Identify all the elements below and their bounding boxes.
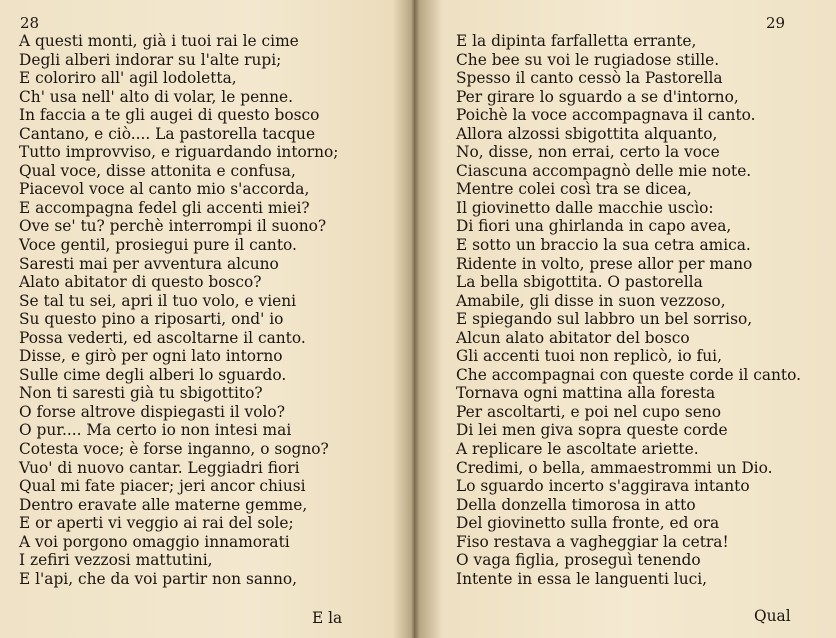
verse-line: E sotto un braccio la sua cetra amica. (456, 236, 751, 255)
verse-line: Fiso restava a vagheggiar la cetra! (456, 532, 729, 551)
verse-line: Gli accenti tuoi non replicò, io fui, (456, 347, 722, 366)
catchword: Qual (754, 607, 791, 625)
verse-line: Se tal tu sei, apri il tuo volo, e vieni (19, 291, 297, 310)
verse-line: Lo sguardo incerto s'aggirava intanto (456, 477, 750, 496)
verse-line: Per ascoltarti, e poi nel cupo seno (456, 402, 722, 421)
catchword: E la (312, 609, 343, 627)
verse-line: Di lei men giva sopra queste corde (456, 421, 728, 440)
verse-line: No, disse, non errai, certo la voce (456, 143, 720, 162)
verse-line: Di fiori una ghirlanda in capo avea, (456, 217, 732, 236)
verse-line: Su questo pino a riposarti, ond' io (19, 310, 284, 329)
verse-line: E accompagna fedel gli accenti miei? (19, 198, 310, 217)
verse-line: Vuo' di nuovo cantar. Leggiadri fiori (19, 458, 300, 477)
verse-line: Intente in essa le languenti luci, (456, 569, 708, 588)
verse-line: Saresti mai per avventura alcuno (19, 254, 279, 273)
verse-line: Non ti saresti già tu sbigottito? (19, 384, 263, 403)
verse-line: Piacevol voce al canto mio s'accorda, (19, 180, 310, 199)
verse-line: Poichè la voce accompagnava il canto. (456, 106, 756, 125)
verse-line: Del giovinetto sulla fronte, ed ora (456, 514, 720, 533)
verse-line: Qual voce, disse attonita e confusa, (19, 161, 296, 180)
verse-line: Cantano, e ciò.... La pastorella tacque (19, 124, 316, 143)
verse-line: Della donzella timorosa in atto (456, 495, 696, 514)
verse-line: Il giovinetto dalle macchie uscìo: (456, 198, 714, 217)
page-number: 28 (20, 14, 40, 32)
verse-line: Possa vederti, ed ascoltarne il canto. (19, 328, 306, 347)
verse-line: O pur.... Ma certo io non intesi mai (19, 421, 292, 440)
verse-line: E la dipinta farfalletta errante, (456, 32, 697, 50)
verse-line: I zefiri vezzosi mattutini, (19, 551, 213, 570)
verse-line: Alato abitator di questo bosco? (19, 273, 262, 292)
verse-line: Ove se' tu? perchè interrompi il suono? (19, 217, 327, 236)
page-number: 29 (766, 14, 786, 32)
verse-line: A voi porgono omaggio innamorati (19, 532, 290, 551)
verse-line: Sulle cime degli alberi lo sguardo. (19, 365, 287, 384)
verse-line: Che accompagnai con queste corde il canto. (456, 365, 802, 384)
verse-line: Ciascuna accompagnò delle mie note. (456, 161, 752, 180)
verse-line: Dentro eravate alle materne gemme, (19, 495, 308, 514)
verse-line: Per girare lo sguardo a se d'intorno, (456, 87, 739, 106)
verse-line: Spesso il canto cessò la Pastorella (456, 69, 723, 88)
verse-line: Disse, e girò per ogni lato intorno (19, 347, 283, 366)
verse-lines (456, 32, 801, 588)
verse-line: Degli alberi indorar su l'alte rupi; (19, 50, 282, 69)
verse-line: Tornava ogni mattina alla foresta (456, 384, 716, 403)
verse-line: Cotesta voce; è forse inganno, o sogno? (19, 440, 329, 459)
verse-lines (19, 32, 339, 588)
verse-line: Che bee su voi le rugiadose stille. (456, 50, 720, 69)
verse-line: Qual mi fate piacer; jeri ancor chiusi (19, 477, 306, 496)
verse-line: Allora alzossi sbigottita alquanto, (456, 124, 718, 143)
verse-line: E spiegando sul labbro un bel sorriso, (456, 310, 753, 329)
verse-line: La bella sbigottita. O pastorella (456, 273, 703, 292)
right-page (412, 0, 836, 638)
verse-line: O forse altrove dispiegasti il volo? (19, 402, 285, 421)
verse-line: Voce gentil, prosiegui pure il canto. (19, 236, 297, 255)
verse-line: Ridente in volto, prese allor per mano (456, 254, 753, 273)
verse-line: O vaga figlia, proseguì tenendo (456, 551, 701, 570)
verse-line: E coloriro all' agil lodoletta, (19, 69, 237, 88)
verse-line: Credimi, o bella, ammaestrommi un Dio. (456, 458, 773, 477)
verse-line: Ch' usa nell' alto di volar, le penne. (19, 87, 294, 106)
verse-line: A replicare le ascoltate ariette. (456, 440, 699, 459)
verse-line: E or aperti vi veggio ai rai del sole; (19, 514, 294, 533)
verse-line: E l'api, che da voi partir non sanno, (19, 569, 298, 588)
verse-line: Amabile, gli disse in suon vezzoso, (456, 291, 726, 310)
verse-line: Tutto improvviso, e riguardando intorno; (19, 143, 339, 162)
verse-line: Mentre colei così tra se dicea, (456, 180, 692, 199)
verse-line: Alcun alato abitator del bosco (456, 328, 690, 347)
verse-line: In faccia a te gli augei di questo bosco (19, 106, 320, 125)
left-page (0, 0, 410, 638)
verse-line: A questi monti, già i tuoi rai le cime (19, 32, 299, 50)
